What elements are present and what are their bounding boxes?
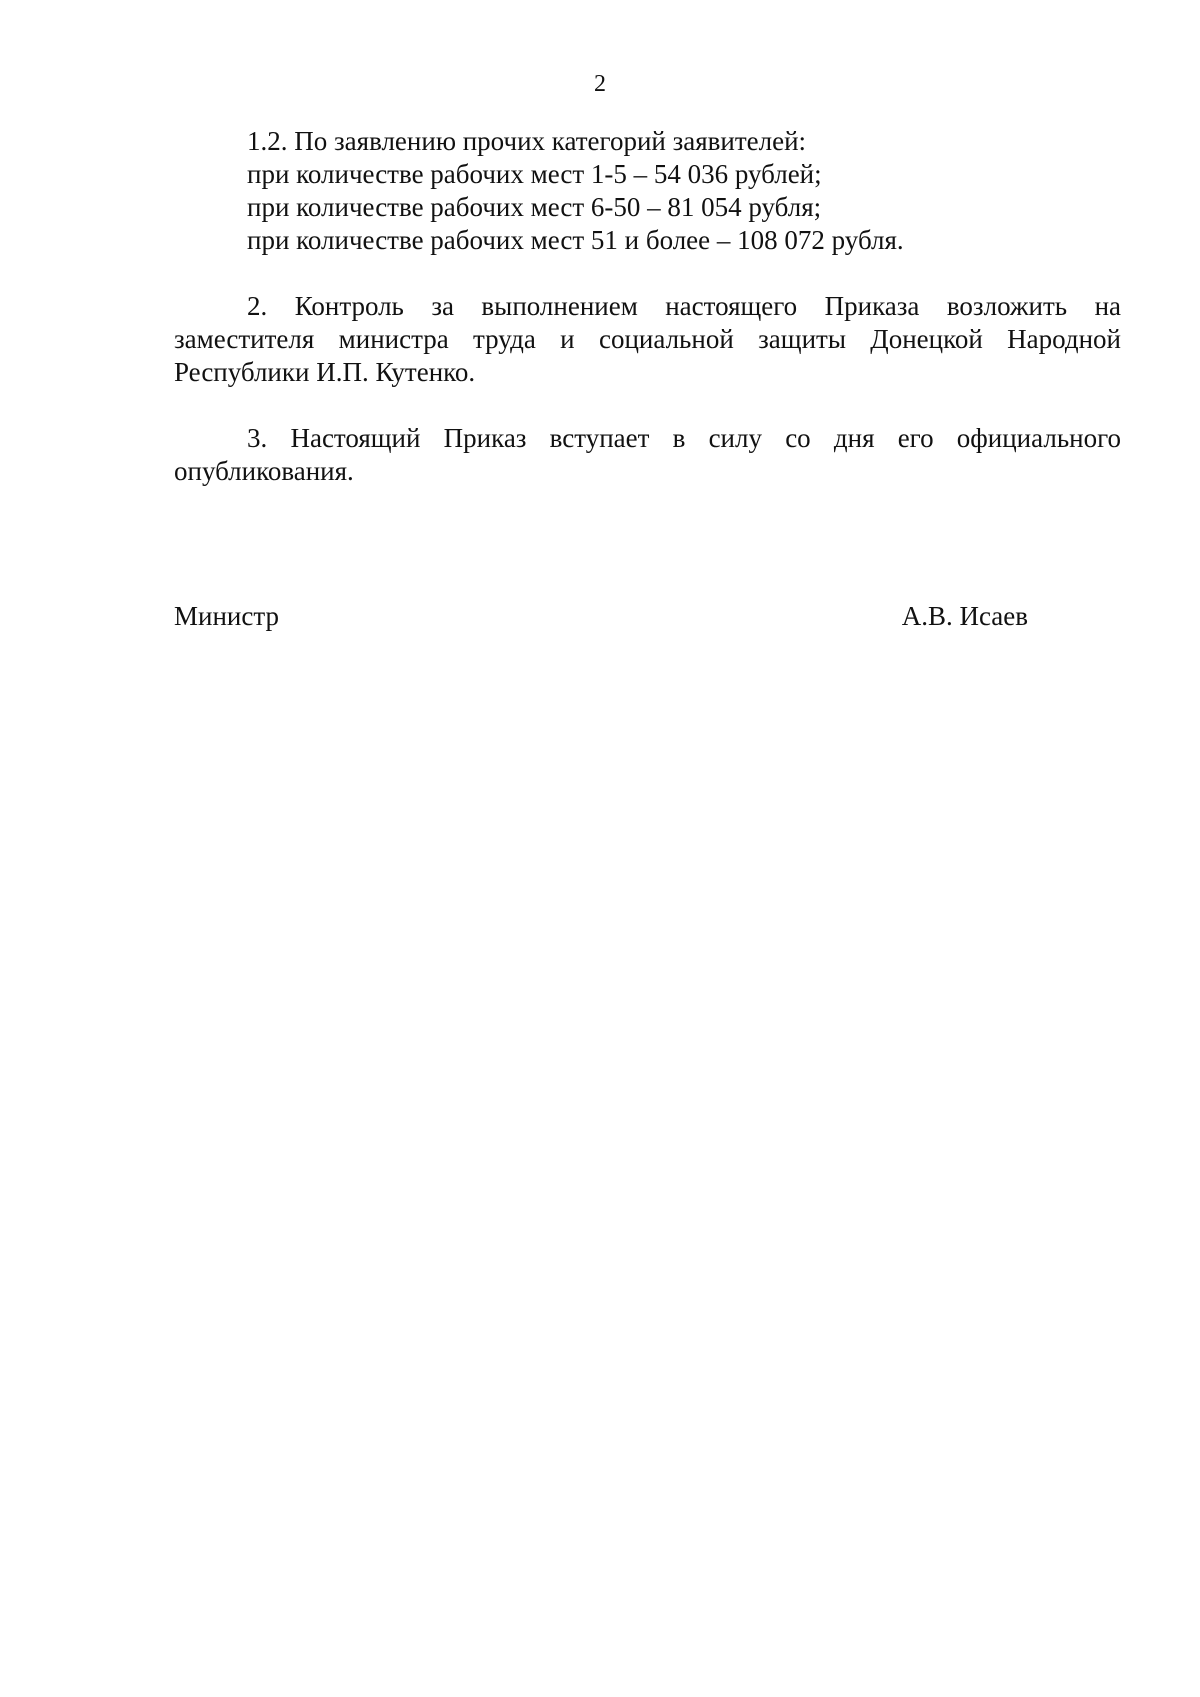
paragraph-effective-date: 3. Настоящий Приказ вступает в силу со дня его официального опубликования.: [174, 423, 1121, 486]
signatory-title: Министр: [174, 601, 279, 631]
paragraph-control: 2. Контроль за выполнением настоящего Приказа возложить на заместителя министра труда и социальной защиты Донецкой Народной Республики И.П. Кутенко.: [174, 291, 1121, 387]
section-1-2-heading: 1.2. По заявлению прочих категорий заявителей:: [247, 126, 807, 156]
fee-line-6-50: при количестве рабочих мест 6-50 – 81 054 рубля;: [247, 192, 822, 222]
section-1-2: [174, 125, 1121, 257]
page-number: 2: [594, 71, 606, 97]
fee-line-1-5: при количестве рабочих мест 1-5 – 54 036 рублей;: [247, 159, 822, 189]
fee-line-51-plus: при количестве рабочих мест 51 и более – 108 072 рубля.: [247, 225, 904, 255]
document-body: [174, 125, 1121, 488]
signatory-name: А.В. Исаев: [901, 601, 1028, 631]
